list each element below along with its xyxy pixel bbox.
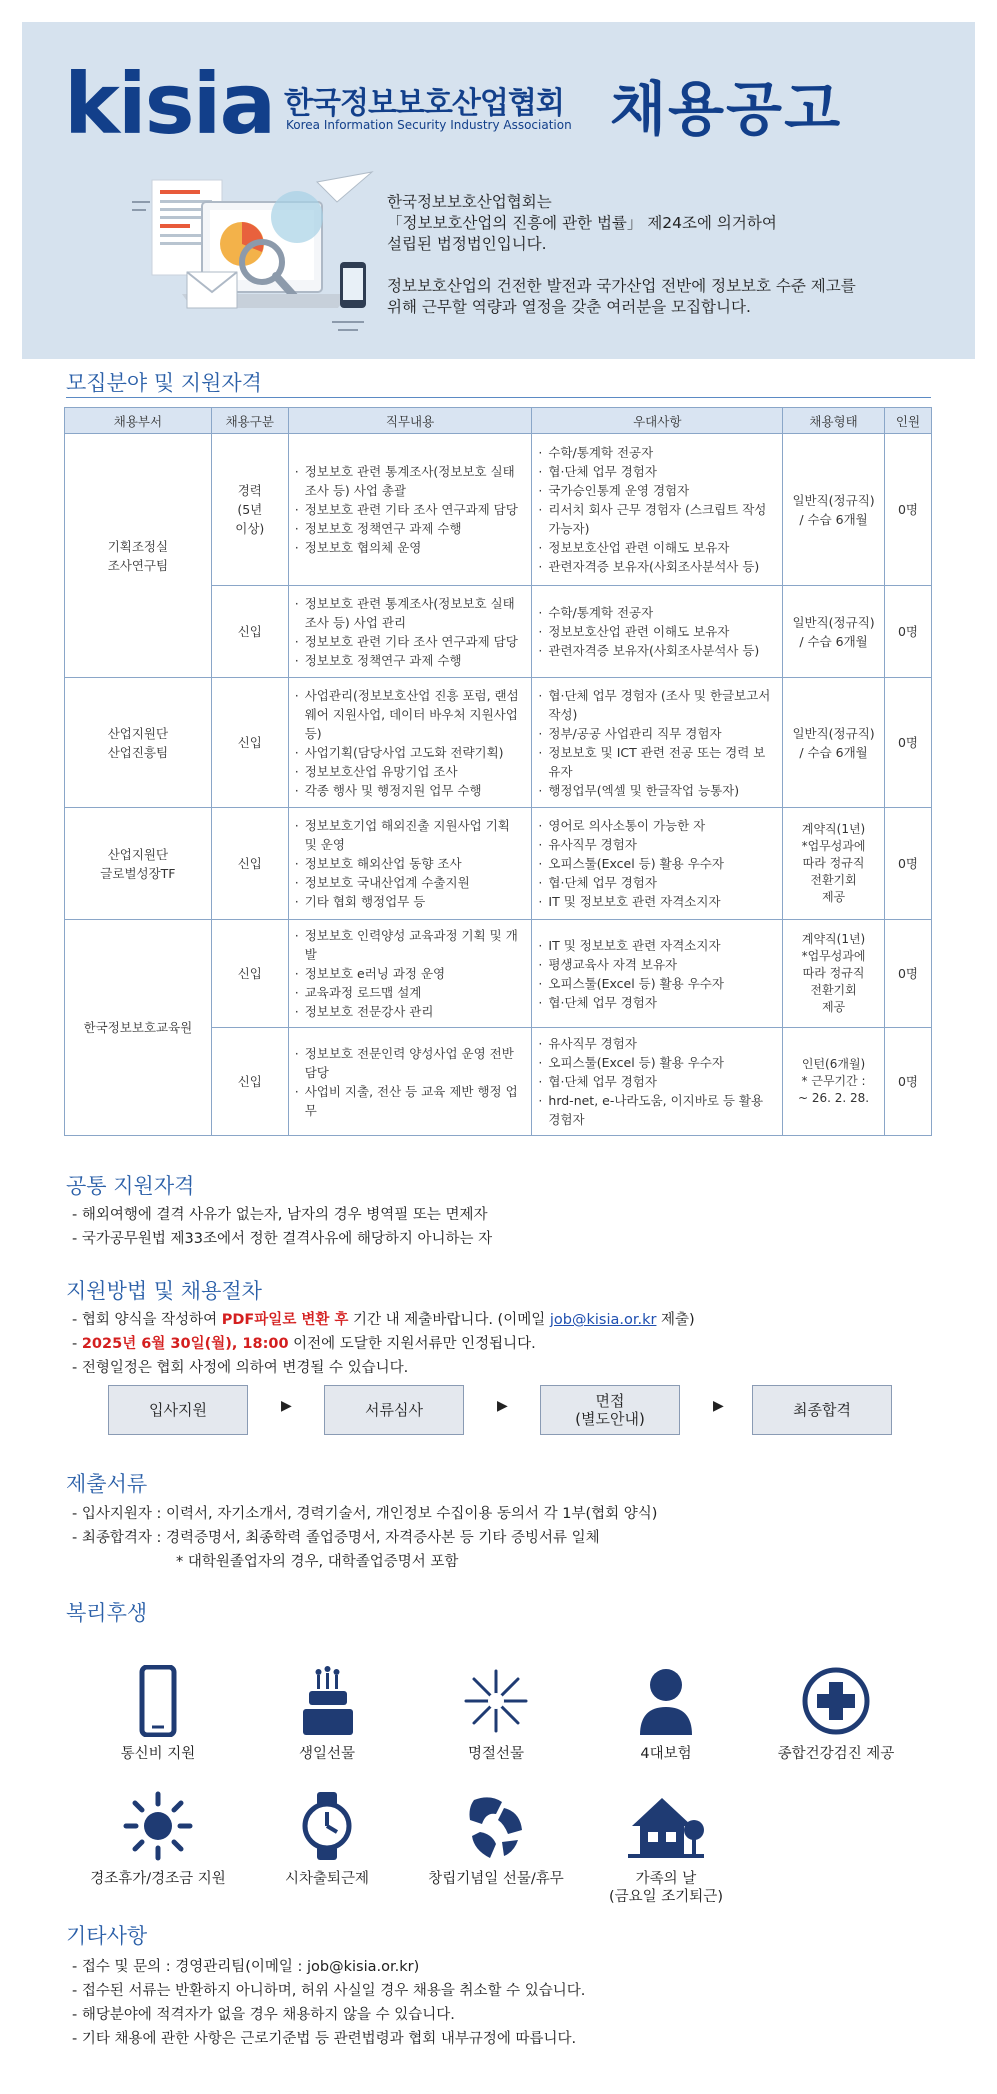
employ-cell: 일반직(정규직) / 수습 6개월 — [783, 586, 885, 678]
type-cell: 신입 — [211, 586, 288, 678]
table-header-row — [65, 408, 932, 434]
medical-cross-icon — [800, 1665, 872, 1737]
phone-icon — [128, 1665, 188, 1737]
dept-cell: 산업지원단 글로벌성장TF — [65, 808, 212, 920]
duties-cell: · 정보보호 관련 통계조사(정보보호 실태조사 등) 사업 관리 · 정보보호 관련 기타 조사 연구과제 담당 · 정보보호 정책연구 과제 수행 — [288, 586, 532, 678]
duties-cell: · 정보보호 전문인력 양성사업 운영 전반 담당 · 사업비 지출, 전산 등 교육 제반 행정 업무 — [288, 1028, 532, 1136]
prefs-cell: · 유사직무 경험자 · 오피스툴(Excel 등) 활용 우수자 · 협·단체 업무 경험자 · hrd-net, e-나라도움, 이지바로 등 활용 경험자 — [532, 1028, 783, 1136]
welfare-family-event: 경조휴가/경조금 지원 — [68, 1790, 248, 1888]
procedure-text: - 협회 양식을 작성하여 PDF파일로 변환 후 기간 내 제출바랍니다. (이메일 job@kisia.or.kr 제출) - 2025년 6월 30일(월), 18:00 이전에 도달한 지원서류만 인정됩니다. - 전형일정은 협회 사정에 의하여 변경될 수 있습니다. — [72, 1308, 695, 1380]
step-document-review: 서류심사 — [324, 1385, 464, 1435]
prefs-cell: · 수학/통계학 전공자 · 정보보호산업 관련 이해도 보유자 · 관련자격증 보유자(사회조사분석사 등) — [532, 586, 783, 678]
step-final-pass: 최종합격 — [752, 1385, 892, 1435]
welfare-family-day: 가족의 날 (금요일 조기퇴근) — [576, 1790, 756, 1906]
section-title-etc: 기타사항 — [66, 1924, 148, 1948]
section-title-procedure: 지원방법 및 채용절차 — [66, 1279, 262, 1303]
dept-cell: 기획조정실 조사연구팀 — [65, 434, 212, 678]
employ-cell: 계약직(1년) *업무성과에 따라 정규직 전환기회 제공 — [783, 920, 885, 1028]
email-link[interactable]: job@kisia.or.kr — [549, 1312, 657, 1328]
welfare-health-check: 종합건강검진 제공 — [746, 1665, 926, 1763]
employ-cell: 계약직(1년) *업무성과에 따라 정규직 전환기회 제공 — [783, 808, 885, 920]
type-cell: 신입 — [211, 920, 288, 1028]
step-arrow-icon: ▶ — [281, 1398, 292, 1414]
type-cell: 경력 (5년 이상) — [211, 434, 288, 586]
prefs-cell: · 협·단체 업무 경험자 (조사 및 한글보고서 작성) · 정부/공공 사업관리 직무 경험자 · 정보보호 및 ICT 관련 전공 또는 경력 보유자 · 행정업무(엑셀 및 한글작업 능통자) — [532, 678, 783, 808]
count-cell: 0명 — [885, 920, 932, 1028]
count-cell: 0명 — [885, 1028, 932, 1136]
employ-cell: 일반직(정규직) / 수습 6개월 — [783, 434, 885, 586]
common-qualifications: - 해외여행에 결격 사유가 없는자, 남자의 경우 병역필 또는 면제자 - 국가공무원법 제33조에서 정한 결격사유에 해당하지 아니하는 자 — [72, 1203, 492, 1251]
section-title-welfare: 복리후생 — [66, 1601, 148, 1625]
step-arrow-icon: ▶ — [497, 1398, 508, 1414]
table-row — [65, 678, 932, 808]
duties-cell: · 정보보호기업 해외진출 지원사업 기획 및 운영 · 정보보호 해외산업 동향 조사 · 정보보호 국내산업계 수출지원 · 기타 협회 행정업무 등 — [288, 808, 532, 920]
documents-list: - 입사지원자 : 이력서, 자기소개서, 경력기술서, 개인정보 수집이용 동의서 각 1부(협회 양식) - 최종합격자 : 경력증명서, 최종학력 졸업증명서, 자격증사본 등 기타 증빙서류 일체 * 대학원졸업자의 경우, 대학졸업증명서 포함 — [72, 1502, 657, 1574]
col-header: 인원 — [885, 408, 932, 434]
house-icon — [626, 1790, 706, 1862]
sun-icon — [122, 1790, 194, 1862]
prefs-cell: · IT 및 정보보호 관련 자격소지자 · 평생교육사 자격 보유자 · 오피스툴(Excel 등) 활용 우수자 · 협·단체 업무 경험자 — [532, 920, 783, 1028]
step-apply: 입사지원 — [108, 1385, 248, 1435]
employ-cell: 인턴(6개월) * 근무기간 : ~ 26. 2. 28. — [783, 1028, 885, 1136]
type-cell: 신입 — [211, 808, 288, 920]
dept-cell: 한국정보보호교육원 — [65, 920, 212, 1136]
section-title-recruit: 모집분야 및 지원자격 — [66, 371, 262, 395]
page-title: 채용공고 — [610, 75, 843, 143]
step-interview: 면접 (별도안내) — [540, 1385, 680, 1435]
section-title-documents: 제출서류 — [66, 1472, 148, 1496]
intro-text: 한국정보보호산업협회는 「정보보호산업의 진흥에 관한 법률」 제24조에 의거하여 설립된 법정법인입니다. 정보보호산업의 건전한 발전과 국가산업 전반에 정보보호 수준 제고를 위해 근무할 역량과 열정을 갖춘 여러분을 모집합니다. — [387, 193, 856, 316]
section-title-common: 공통 지원자격 — [66, 1174, 195, 1198]
watch-icon — [297, 1790, 357, 1862]
col-header: 채용형태 — [783, 408, 885, 434]
count-cell: 0명 — [885, 808, 932, 920]
welfare-phone: 통신비 지원 — [68, 1665, 248, 1763]
section-divider — [66, 397, 931, 398]
welfare-flextime: 시차출퇴근제 — [237, 1790, 417, 1888]
welfare-birthday: 생일선물 — [237, 1665, 417, 1763]
duties-cell: · 정보보호 인력양성 교육과정 기획 및 개발 · 정보보호 e러닝 과정 운영 · 교육과정 로드맵 설계 · 정보보호 전문강사 관리 — [288, 920, 532, 1028]
col-header: 직무내용 — [288, 408, 532, 434]
employ-cell: 일반직(정규직) / 수습 6개월 — [783, 678, 885, 808]
table-row — [65, 920, 932, 1028]
prefs-cell: · 수학/통계학 전공자 · 협·단체 업무 경험자 · 국가승인통계 운영 경험자 · 리서치 회사 근무 경험자 (스크립트 작성가능자) · 정보보호산업 관련 이해도 보유자 · 관련자격증 보유자(사회조사분석사 등) — [532, 434, 783, 586]
globe-icon — [460, 1790, 532, 1862]
header-banner — [22, 22, 975, 359]
cake-icon — [297, 1665, 357, 1737]
org-name-en: Korea Information Security Industry Association — [286, 118, 572, 132]
duties-cell: · 사업관리(정보보호산업 진흥 포럼, 랜섬웨어 지원사업, 데이터 바우처 지원사업 등) · 사업기획(담당사업 고도화 전략기획) · 정보보호산업 유망기업 조사 · 각종 행사 및 행정지원 업무 수행 — [288, 678, 532, 808]
document-illustration-icon — [102, 162, 392, 352]
type-cell: 신입 — [211, 678, 288, 808]
count-cell: 0명 — [885, 678, 932, 808]
dept-cell: 산업지원단 산업진흥팀 — [65, 678, 212, 808]
welfare-holiday-gift: 명절선물 — [406, 1665, 586, 1763]
table-row — [65, 808, 932, 920]
kisia-logo: kisia — [64, 55, 275, 153]
etc-list: - 접수 및 문의 : 경영관리팀(이메일 : job@kisia.or.kr) - 접수된 서류는 반환하지 아니하며, 허위 사실일 경우 채용을 취소할 수 있습니다. - 해당분야에 적격자가 없을 경우 채용하지 않을 수 있습니다. - 기타 채용에 관한 사항은 근로기준법 등 관련법령과 협회 내부규정에 따릅니다. — [72, 1955, 585, 2051]
type-cell: 신입 — [211, 1028, 288, 1136]
org-name-ko: 한국정보보호산업협회 — [284, 86, 564, 121]
welfare-anniversary: 창립기념일 선물/휴무 — [406, 1790, 586, 1888]
col-header: 우대사항 — [532, 408, 783, 434]
fireworks-icon — [460, 1665, 532, 1737]
count-cell: 0명 — [885, 434, 932, 586]
col-header: 채용구분 — [211, 408, 288, 434]
prefs-cell: · 영어로 의사소통이 가능한 자 · 유사직무 경험자 · 오피스툴(Excel 등) 활용 우수자 · 협·단체 업무 경험자 · IT 및 정보보호 관련 자격소지자 — [532, 808, 783, 920]
recruit-table — [64, 407, 932, 1136]
col-header: 채용부서 — [65, 408, 212, 434]
table-row — [65, 434, 932, 586]
welfare-insurance: 4대보험 — [576, 1665, 756, 1763]
count-cell: 0명 — [885, 586, 932, 678]
step-arrow-icon: ▶ — [713, 1398, 724, 1414]
duties-cell: · 정보보호 관련 통계조사(정보보호 실태조사 등) 사업 총괄 · 정보보호 관련 기타 조사 연구과제 담당 · 정보보호 정책연구 과제 수행 · 정보보호 협의체 운영 — [288, 434, 532, 586]
person-icon — [636, 1665, 696, 1737]
